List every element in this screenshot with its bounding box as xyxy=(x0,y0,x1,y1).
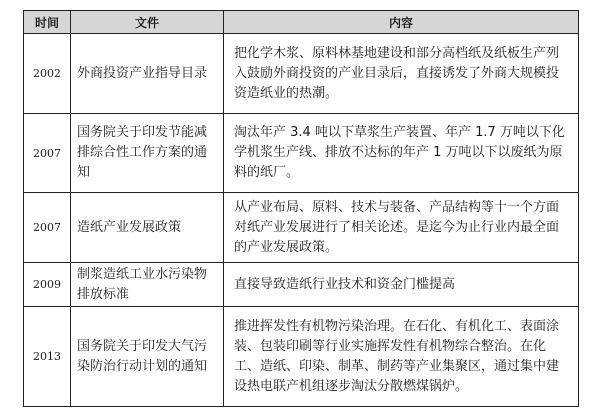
row-content: 直接导致造纸行业技术和资金门槛提高 xyxy=(224,263,579,307)
table-row xyxy=(24,114,579,193)
policy-table xyxy=(23,10,579,407)
row-content: 推进挥发性有机物污染治理。在石化、有机化工、表面涂装、包装印刷等行业实施挥发性有机物综合整治。在化工、造纸、印染、制革、制药等产业集聚区，通过集中建设热电联产机组逐步淘汰分散燃煤锅炉。 xyxy=(224,307,579,407)
row-year: 2009 xyxy=(24,263,71,307)
table-row xyxy=(24,307,579,407)
row-file: 国务院关于印发节能减排综合性工作方案的通知 xyxy=(71,114,224,193)
row-year: 2007 xyxy=(24,193,71,263)
row-content: 从产业布局、原料、技术与装备、产品结构等十一个方面对纸产业发展进行了相关论述。是迄今为止行业内最全面的产业发展政策。 xyxy=(224,193,579,263)
table-row xyxy=(24,193,579,263)
row-year: 2013 xyxy=(24,307,71,407)
header-row xyxy=(24,11,579,34)
header-year: 时间 xyxy=(24,11,71,34)
row-content: 把化学木浆、原料林基地建设和部分高档纸及纸板生产列入鼓励外商投资的产业目录后，直接诱发了外商大规模投资造纸业的热潮。 xyxy=(224,34,579,114)
row-year: 2007 xyxy=(24,114,71,193)
header-file: 文件 xyxy=(71,11,224,34)
row-file: 制浆造纸工业水污染物排放标准 xyxy=(71,263,224,307)
row-file: 造纸产业发展政策 xyxy=(71,193,224,263)
row-file: 外商投资产业指导目录 xyxy=(71,34,224,114)
table-row xyxy=(24,263,579,307)
row-file: 国务院关于印发大气污染防治行动计划的通知 xyxy=(71,307,224,407)
table-row xyxy=(24,34,579,114)
header-content: 内容 xyxy=(224,11,579,34)
row-content: 淘汰年产 3.4 吨以下草浆生产装置、年产 1.7 万吨以下化学机浆生产线、排放不达标的年产 1 万吨以下以废纸为原料的纸厂。 xyxy=(224,114,579,193)
row-year: 2002 xyxy=(24,34,71,114)
